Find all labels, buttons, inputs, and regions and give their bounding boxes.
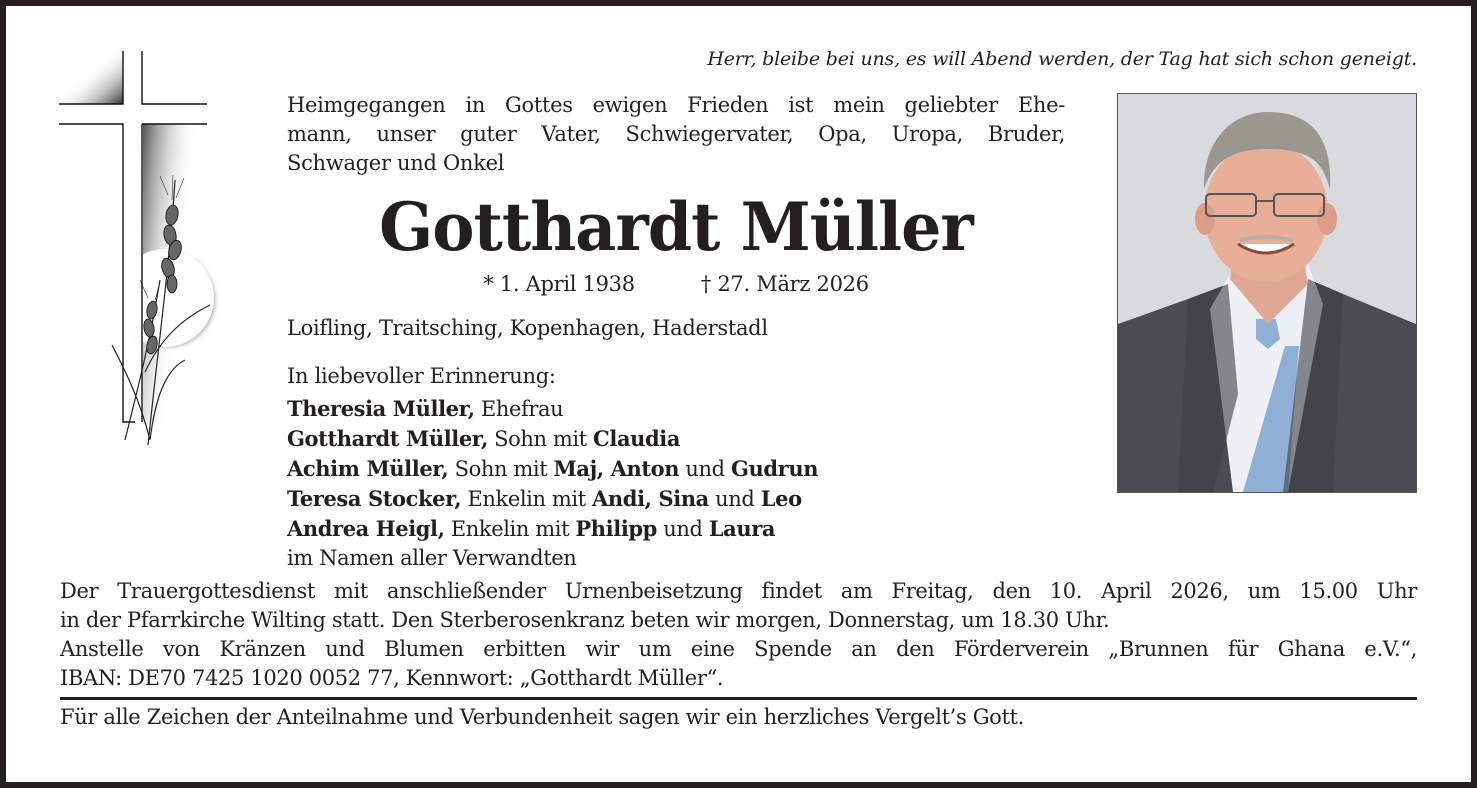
relative-relation: Ehefrau	[474, 397, 564, 421]
intro-line: mann, unser guter Vater, Schwiegervater, Opa, Uropa, Bruder,	[287, 122, 1065, 146]
relatives-list	[287, 394, 818, 573]
intro-line: Schwager und Onkel	[287, 151, 505, 175]
memory-heading: In liebevoller Erinnerung:	[287, 364, 556, 388]
relative-relation: und	[679, 457, 731, 481]
relative-name: Andrea Heigl,	[287, 516, 445, 541]
cross-wheat-icon	[55, 45, 225, 455]
relative-name: Philipp	[575, 516, 657, 541]
relative-line	[287, 424, 818, 454]
relative-name: Andi, Sina	[592, 486, 709, 511]
relative-line	[287, 394, 818, 424]
service-line: in der Pfarrkirche Wilting statt. Den Sterberosenkranz beten wir morgen, Donnerstag, um 18.30 Uhr.	[60, 608, 1110, 632]
portrait-illustration	[1118, 94, 1416, 492]
relative-relation: Enkelin mit	[444, 517, 576, 541]
service-line: Anstelle von Kränzen und Blumen erbitten wir um eine Spende an den Förderverein „Brunnen für Ghana e.V.“,	[60, 637, 1417, 661]
relative-line	[287, 484, 818, 514]
relative-name: Gudrun	[731, 456, 819, 481]
life-dates	[287, 272, 1065, 296]
intro-line: Heimgegangen in Gottes ewigen Frieden ist mein geliebter Ehe-	[287, 93, 1065, 117]
deceased-name: Gotthardt Müller	[379, 188, 973, 266]
relative-relation: Sohn mit	[487, 427, 594, 451]
divider-line	[60, 697, 1417, 700]
relative-name: Maj, Anton	[553, 456, 680, 481]
relative-name: Theresia Müller,	[287, 396, 475, 421]
relative-name: Claudia	[593, 426, 681, 451]
portrait-photo	[1117, 93, 1417, 493]
relative-name: Teresa Stocker,	[287, 486, 462, 511]
death-date: † 27. März 2026	[700, 272, 869, 296]
relative-relation: Enkelin mit	[461, 487, 593, 511]
service-info	[60, 577, 1417, 693]
thanks-text: Für alle Zeichen der Anteilnahme und Verbundenheit sagen wir ein herzliches Vergelt’s Gott.	[60, 705, 1024, 729]
birth-date: * 1. April 1938	[483, 272, 635, 296]
relative-line	[287, 514, 818, 544]
intro-text	[287, 91, 1065, 178]
relative-relation: Sohn mit	[448, 457, 554, 481]
motto-verse: Herr, bleibe bei uns, es will Abend werden, der Tag hat sich schon geneigt.	[707, 48, 1417, 70]
relative-relation: im Namen aller Verwandten	[287, 546, 577, 570]
relative-relation: und	[656, 517, 709, 541]
relative-name: Laura	[708, 516, 776, 541]
relative-name: Leo	[760, 486, 802, 511]
relative-line	[287, 544, 818, 573]
service-line: Der Trauergottesdienst mit anschließender Urnenbeisetzung findet am Freitag, den 10. April 2026, um 15.00 Uhr	[60, 579, 1417, 603]
relative-name: Gotthardt Müller,	[287, 426, 488, 451]
relative-relation: und	[708, 487, 761, 511]
places: Loifling, Traitsching, Kopenhagen, Haderstadl	[287, 316, 768, 340]
relative-name: Achim Müller,	[287, 456, 449, 481]
service-line: IBAN: DE70 7425 1020 0052 77, Kennwort: „Gotthardt Müller“.	[60, 666, 724, 690]
relative-line	[287, 454, 818, 484]
